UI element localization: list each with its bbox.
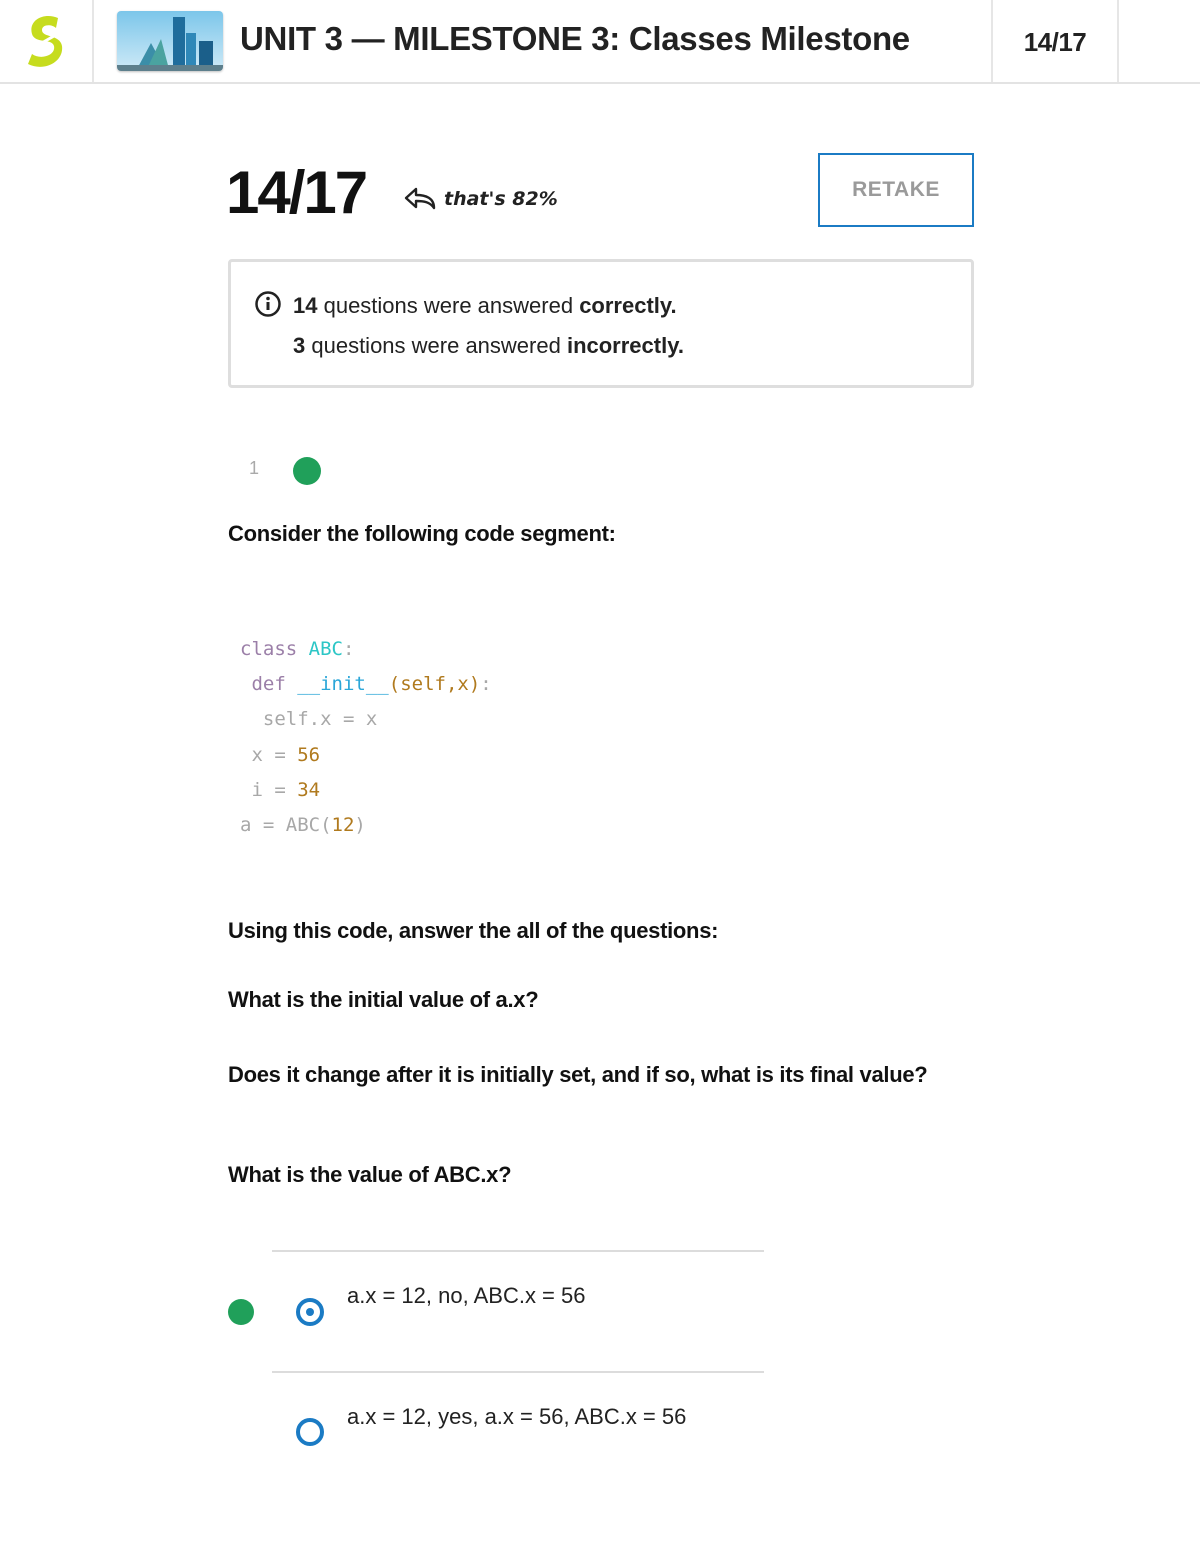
code-token: i = [251, 778, 298, 801]
score-display: 14/17 [226, 159, 367, 226]
curved-arrow-icon [404, 186, 438, 212]
page-title: UNIT 3 — MILESTONE 3: Classes Milestone [240, 20, 910, 57]
percent-text: that's 82% [444, 188, 558, 210]
course-thumbnail [117, 11, 223, 71]
incorrect-text: questions were answered [305, 333, 567, 358]
code-token: self.x = x [262, 708, 378, 731]
question-number: 1 [249, 458, 260, 478]
code-token: : [342, 638, 355, 660]
incorrect-summary [293, 333, 684, 359]
option-1-label[interactable]: a.x = 12, no, ABC.x = 56 [347, 1283, 586, 1308]
question-instruction: Using this code, answer the all of the questions: [228, 918, 719, 943]
code-block [240, 632, 492, 843]
percent-annotation [404, 186, 558, 212]
option-divider [272, 1371, 764, 1373]
code-token: 56 [297, 743, 321, 766]
correct-summary [293, 293, 677, 319]
header-score: 14/17 [1023, 27, 1087, 57]
top-header [0, 0, 1200, 84]
correct-text: questions were answered [317, 293, 580, 318]
brand-logo-icon[interactable] [22, 14, 72, 68]
code-token: : [480, 673, 492, 696]
code-token: (self,x) [388, 673, 481, 696]
correct-answer-indicator [228, 1299, 254, 1325]
incorrect-count: 3 [293, 333, 306, 358]
code-token: x = [251, 743, 298, 766]
question-correct-indicator [293, 457, 321, 485]
info-icon [254, 290, 282, 318]
code-token: ABC [308, 638, 343, 660]
incorrect-word: incorrectly. [566, 333, 684, 358]
code-token: def [251, 673, 286, 696]
code-token: __init__ [297, 673, 389, 696]
option-1-radio[interactable] [296, 1298, 324, 1326]
code-token: ) [354, 814, 366, 837]
code-token: 34 [297, 778, 321, 801]
correct-word: correctly. [579, 293, 677, 318]
retake-button[interactable]: RETAKE [818, 153, 974, 227]
header-score-cell [991, 0, 1119, 82]
results-summary-box [228, 259, 974, 388]
option-2-label[interactable]: a.x = 12, yes, a.x = 56, ABC.x = 56 [347, 1404, 687, 1429]
code-token: 12 [331, 814, 355, 837]
correct-count: 14 [293, 293, 318, 318]
sub-question-2: Does it change after it is initially set, and if so, what is its final value? [228, 1062, 928, 1087]
sub-question-3: What is the value of ABC.x? [228, 1162, 512, 1187]
sub-question-1: What is the initial value of a.x? [228, 987, 539, 1012]
logo-cell[interactable] [0, 0, 94, 82]
code-token: class [240, 638, 298, 660]
option-2-radio[interactable] [296, 1418, 324, 1446]
option-divider [272, 1250, 764, 1252]
code-token: a = ABC( [240, 814, 332, 837]
question-intro: Consider the following code segment: [228, 521, 616, 546]
